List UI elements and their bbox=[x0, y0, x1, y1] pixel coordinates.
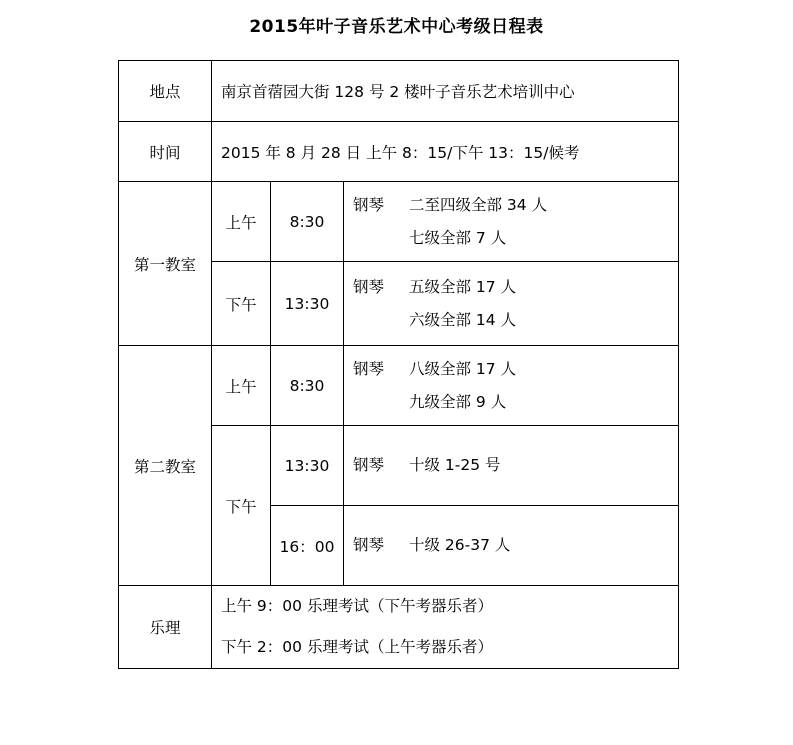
session-period: 上午 bbox=[212, 182, 271, 262]
session-subjects bbox=[344, 346, 679, 426]
theory-line: 下午 2：00 乐理考试（上午考器乐者） bbox=[221, 638, 493, 656]
session-period: 上午 bbox=[212, 346, 271, 426]
subject-line: 六级全部 14 人 bbox=[409, 310, 517, 329]
session-time: 8:30 bbox=[271, 182, 344, 262]
theory-label: 乐理 bbox=[119, 586, 212, 669]
page-title: 2015年叶子音乐艺术中心考级日程表 bbox=[249, 17, 544, 37]
time-value: 2015 年 8 月 28 日 上午 8：15/下午 13：15/候考 bbox=[212, 122, 679, 182]
location-row bbox=[119, 61, 679, 122]
subject-line: 十级 26-37 人 bbox=[409, 536, 511, 554]
subject-line: 五级全部 17 人 bbox=[409, 277, 517, 296]
subject-line: 二至四级全部 34 人 bbox=[409, 195, 548, 214]
theory-schedule bbox=[212, 586, 679, 669]
schedule-table bbox=[118, 60, 679, 669]
theory-row bbox=[119, 586, 679, 669]
theory-line: 上午 9：00 乐理考试（下午考器乐者） bbox=[221, 597, 493, 615]
instrument-label: 钢琴 bbox=[353, 359, 385, 378]
room-name: 第二教室 bbox=[119, 346, 212, 586]
session-time: 13:30 bbox=[271, 426, 344, 506]
location-value: 南京首蓿园大街 128 号 2 楼叶子音乐艺术培训中心 bbox=[212, 61, 679, 122]
location-label: 地点 bbox=[119, 61, 212, 122]
time-label: 时间 bbox=[119, 122, 212, 182]
instrument-label: 钢琴 bbox=[353, 195, 385, 214]
table-row bbox=[119, 346, 679, 426]
session-subjects bbox=[344, 426, 679, 506]
subject-line: 九级全部 9 人 bbox=[409, 392, 507, 411]
instrument-label: 钢琴 bbox=[353, 277, 385, 296]
session-period: 下午 bbox=[212, 426, 271, 586]
subject-line: 七级全部 7 人 bbox=[409, 228, 507, 247]
session-subjects bbox=[344, 262, 679, 346]
instrument-label: 钢琴 bbox=[353, 456, 385, 474]
session-time: 13:30 bbox=[271, 262, 344, 346]
session-time: 16：00 bbox=[271, 506, 344, 586]
instrument-label: 钢琴 bbox=[353, 536, 385, 554]
room-name: 第一教室 bbox=[119, 182, 212, 346]
subject-line: 八级全部 17 人 bbox=[409, 359, 517, 378]
session-subjects bbox=[344, 182, 679, 262]
session-time: 8:30 bbox=[271, 346, 344, 426]
subject-line: 十级 1-25 号 bbox=[409, 456, 501, 474]
time-row bbox=[119, 122, 679, 182]
session-subjects bbox=[344, 506, 679, 586]
session-period: 下午 bbox=[212, 262, 271, 346]
table-row bbox=[119, 182, 679, 262]
